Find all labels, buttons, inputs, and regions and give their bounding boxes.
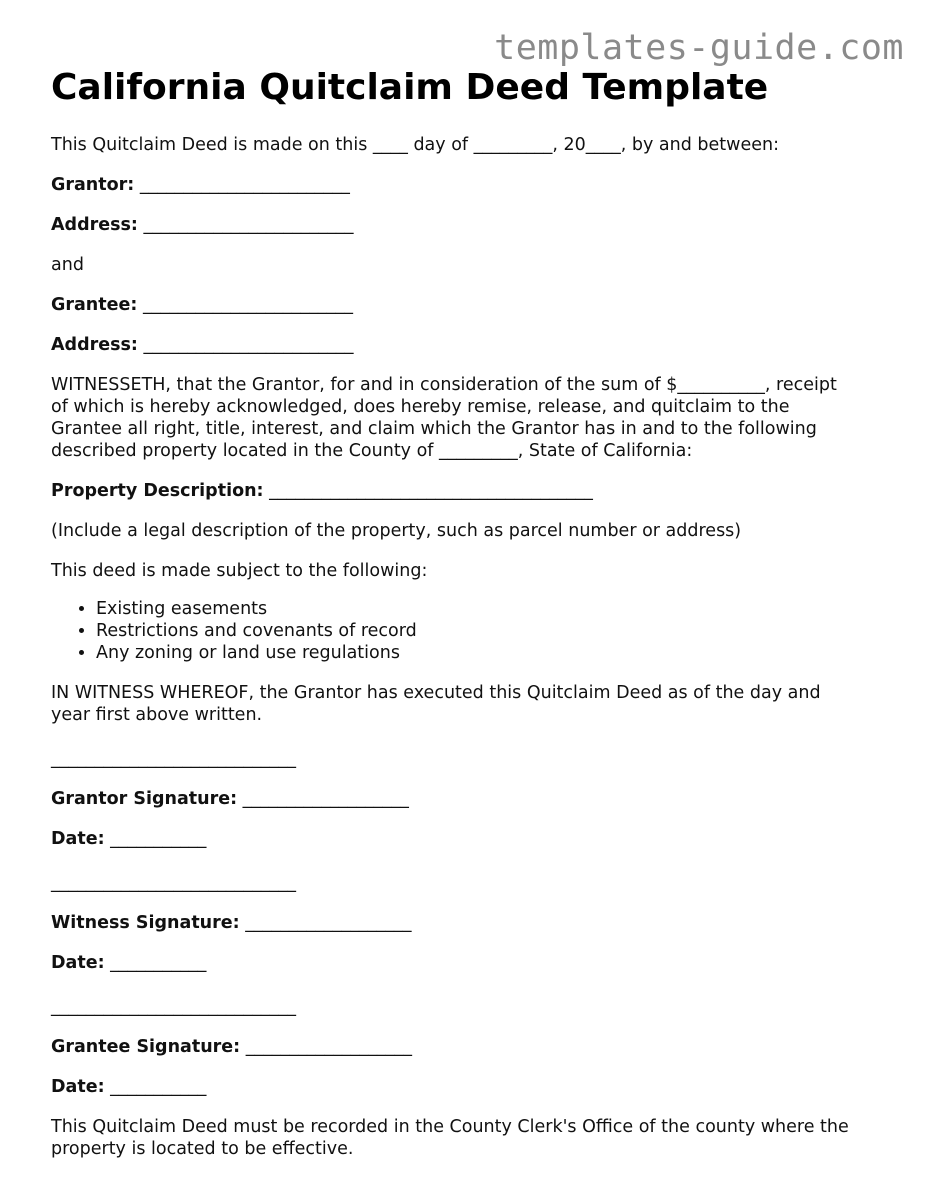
witnesseth-line: of which is hereby acknowledged, does hereby remise, release, and quitclaim to the: [51, 397, 790, 417]
grantee-address-field: [51, 334, 891, 356]
grantee-address-label: Address:: [51, 335, 138, 355]
grantee-label: Grantee:: [51, 295, 138, 315]
grantee-date-label: Date:: [51, 1077, 105, 1097]
subject-intro: This deed is made subject to the following:: [51, 561, 428, 581]
list-item: • Existing easements: [96, 598, 891, 620]
grantee-blank: ________________________: [142, 295, 353, 315]
witness-signature-line: ____________________________: [51, 873, 296, 893]
grantor-signature-label: Grantor Signature:: [51, 789, 238, 809]
property-description-blank: _____________________________________: [269, 481, 593, 501]
property-description-field: [51, 480, 891, 502]
grantor-field: [51, 174, 891, 196]
footer-line: property is located to be effective.: [51, 1139, 354, 1159]
grantee-signature-field: [51, 1036, 891, 1058]
grantor-label: Grantor:: [51, 175, 135, 195]
grantor-address-field: [51, 214, 891, 236]
witnesseth-line: Grantee all right, title, interest, and claim which the Grantor has in and to the following: [51, 419, 817, 439]
grantor-signature-line: ____________________________: [51, 749, 296, 769]
witness-signature-label: Witness Signature:: [51, 913, 240, 933]
list-item: • Restrictions and covenants of record: [96, 620, 891, 642]
list-item: • Any zoning or land use regulations: [96, 642, 891, 664]
document-title: California Quitclaim Deed Template: [51, 67, 769, 108]
subject-list: [51, 598, 891, 664]
property-note: (Include a legal description of the property, such as parcel number or address): [51, 521, 742, 541]
witness-signature-field: [51, 912, 891, 934]
document-page: [51, 64, 891, 1160]
footer-paragraph: [51, 1116, 891, 1160]
grantor-date-label: Date:: [51, 829, 105, 849]
grantee-address-blank: ________________________: [143, 335, 354, 355]
grantee-date-blank: ___________: [110, 1077, 207, 1097]
watermark: templates-guide.com: [494, 28, 904, 68]
grantee-field: [51, 294, 891, 316]
witnesseth-line: described property located in the County of _________, State of California:: [51, 441, 693, 461]
in-witness-line: IN WITNESS WHEREOF, the Grantor has executed this Quitclaim Deed as of the day and: [51, 683, 821, 703]
intro-paragraph: This Quitclaim Deed is made on this ____ day of _________, 20____, by and between:: [51, 135, 779, 155]
grantee-signature-label: Grantee Signature:: [51, 1037, 241, 1057]
in-witness-line: year first above written.: [51, 705, 263, 725]
witnesseth-paragraph: [51, 374, 891, 462]
witness-date-field: [51, 952, 891, 974]
and-text: and: [51, 255, 84, 275]
grantor-address-label: Address:: [51, 215, 138, 235]
grantee-date-field: [51, 1076, 891, 1098]
property-description-label: Property Description:: [51, 481, 264, 501]
grantor-address-blank: ________________________: [143, 215, 354, 235]
footer-line: This Quitclaim Deed must be recorded in the County Clerk's Office of the county where the: [51, 1117, 849, 1137]
grantor-signature-blank: ___________________: [242, 789, 409, 809]
grantor-blank: ________________________: [139, 175, 350, 195]
witness-date-label: Date:: [51, 953, 105, 973]
witnesseth-line: WITNESSETH, that the Grantor, for and in consideration of the sum of $__________, receipt: [51, 375, 837, 395]
grantee-signature-line: ____________________________: [51, 997, 296, 1017]
grantor-signature-field: [51, 788, 891, 810]
witness-date-blank: ___________: [110, 953, 207, 973]
in-witness-paragraph: [51, 682, 891, 726]
witness-signature-blank: ___________________: [245, 913, 412, 933]
grantor-date-blank: ___________: [110, 829, 207, 849]
grantee-signature-blank: ___________________: [245, 1037, 413, 1057]
grantor-date-field: [51, 828, 891, 850]
